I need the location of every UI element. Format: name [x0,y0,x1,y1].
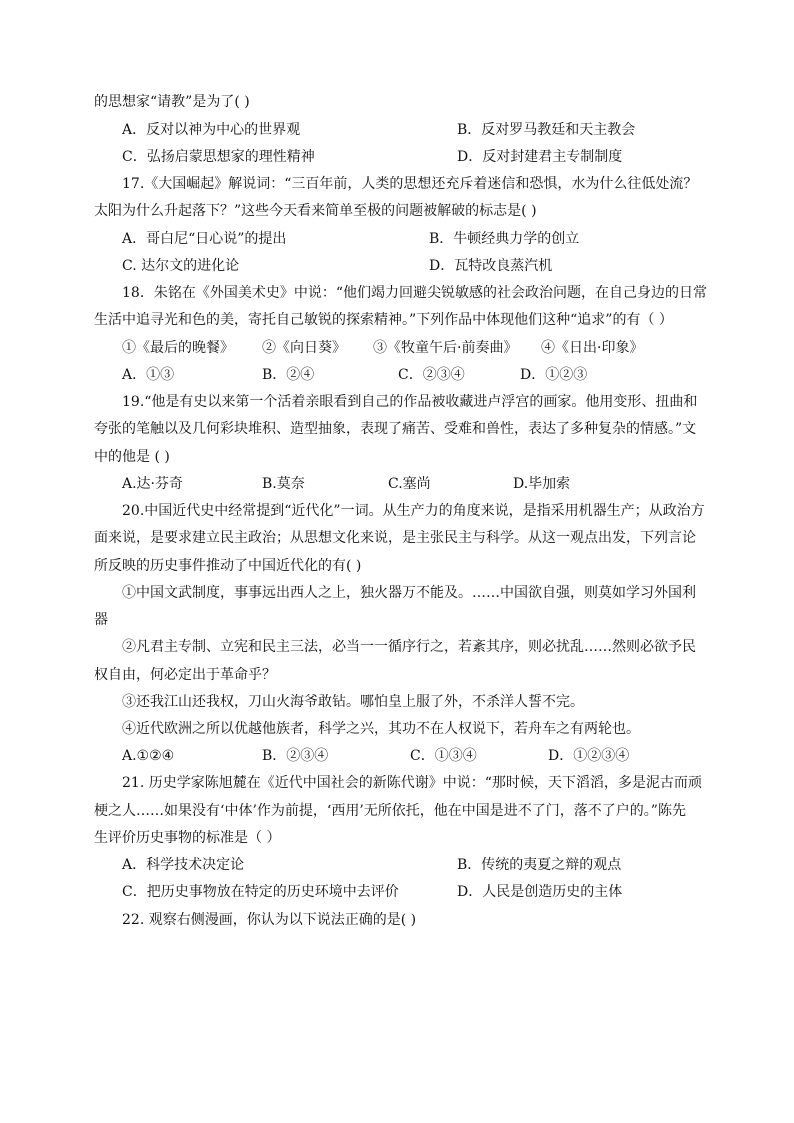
q18-option-a[interactable]: A．①③ [122,367,175,383]
q20-stem-line-2: 面来说，是要求建立民主政治；从思想文化来说，是主张民主与科学。从这一观点出发，下列言论 [94,530,696,546]
q18-item-2: ②《向日葵》 [262,340,346,356]
q18-item-1: ①《最后的晚餐》 [122,340,234,356]
q22-stem-line-1: 22. 观察右侧漫画，你认为以下说法正确的是( ) [122,912,417,928]
q18-option-c[interactable]: C．②③④ [398,367,465,383]
q20-statement-2-line-1: ②凡君主专制、立宪和民主三法，必当一一循序行之，若紊其序，则必扰乱……然则必欲予民 [122,639,696,655]
q21-stem-line-3: 生评价历史事物的标准是（ ） [94,830,281,846]
q21-stem-line-2: 梗之人……如果没有‘中体’作为前提，‘西用’无所依托，他在中国是进不了门，落不了户的。”陈先 [94,803,686,819]
q18-stem-line-2: 生活中追寻光和色的美，寄托自己敏锐的探索精神。”下列作品中体现他们这种“追求”的有（ ） [94,312,673,328]
q20-statement-1-line-1: ①中国文武制度，事事远出西人之上，独火器万不能及。……中国欲自强，则莫如学习外国利 [122,585,696,601]
q20-statement-2-line-2: 权自由，何必定出于革命乎？ [94,667,276,683]
q20-stem-line-1: 20.中国近代史中经常提到“近代化”一词。从生产力的角度来说，是指采用机器生产；从政治方 [122,503,705,519]
q19-stem-line-2: 夸张的笔触以及几何彩块堆积、造型抽象，表现了痛苦、受难和兽性，表达了多种复杂的情感。”文 [94,421,697,437]
q17-option-a[interactable]: A．哥白尼“日心说”的提出 [122,231,287,247]
q19-option-a[interactable]: A.达·芬奇 [122,476,184,492]
q21-option-d[interactable]: D．人民是创造历史的主体 [457,884,623,900]
q20-option-a[interactable]: A.①②④ [122,748,175,764]
q21-option-b[interactable]: B．传统的夷夏之辩的观点 [457,857,622,873]
q16-option-b[interactable]: B．反对罗马教廷和天主教会 [457,122,636,138]
q18-option-d[interactable]: D．①②③ [520,367,588,383]
q20-statement-4: ④近代欧洲之所以优越他族者，科学之兴，其功不在人权说下，若舟车之有两轮也。 [122,721,640,737]
q21-option-c[interactable]: C．把历史事物放在特定的历史环境中去评价 [122,884,399,900]
q18-item-3: ③《牧童午后·前奏曲》 [373,340,518,356]
q17-option-d[interactable]: D．瓦特改良蒸汽机 [429,258,553,274]
q17-stem-line-2: 太阳为什么升起落下？”这些今天看来简单至极的问题被解破的标志是( ) [94,203,537,219]
q20-option-b[interactable]: B．②③④ [262,748,329,764]
q16-option-d[interactable]: D．反对封建君主专制制度 [457,149,623,165]
q20-statement-3: ③还我江山还我权，刀山火海爷敢钻。哪怕皇上服了外，不杀洋人誓不完。 [122,694,584,710]
q17-option-b[interactable]: B．牛顿经典力学的创立 [429,231,580,247]
q18-stem-line-1: 18．朱铭在《外国美术史》中说：“他们竭力回避尖锐敏感的社会政治问题，在自己身边的日常 [122,285,707,301]
q16-option-c[interactable]: C．弘扬启蒙思想家的理性精神 [122,149,315,165]
q20-statement-1-line-2: 器 [94,612,108,628]
q17-stem-line-1: 17.《大国崛起》解说词：“三百年前，人类的思想还充斥着迷信和恐惧，水为什么往低处流？ [122,176,698,192]
q21-option-a[interactable]: A．科学技术决定论 [122,857,245,873]
q18-option-b[interactable]: B．②④ [262,367,315,383]
q16-option-a[interactable]: A．反对以神为中心的世界观 [122,122,301,138]
q19-option-c[interactable]: C.塞尚 [388,476,431,492]
q19-stem-line-1: 19.“他是有史以来第一个活着亲眼看到自己的作品被收藏进卢浮宫的画家。他用变形、扭曲和 [122,394,698,410]
q20-option-c[interactable]: C．①③④ [410,748,477,764]
q20-option-d[interactable]: D．①②③④ [548,748,630,764]
q19-stem-line-3: 中的他是 ( ) [94,449,170,465]
q17-option-c[interactable]: C. 达尔文的进化论 [122,258,240,274]
q18-item-4: ④《日出·印象》 [541,340,644,356]
q16-stem-continuation: 的思想家“请教”是为了( ) [94,94,250,110]
q21-stem-line-1: 21. 历史学家陈旭麓在《近代中国社会的新陈代谢》中说：“那时候，天下滔滔，多是泥古而顽 [122,775,702,791]
q19-option-d[interactable]: D.毕加索 [513,476,571,492]
q20-stem-line-3: 所反映的历史事件推动了中国近代化的有( ) [94,558,362,574]
q19-option-b[interactable]: B.莫奈 [262,476,305,492]
